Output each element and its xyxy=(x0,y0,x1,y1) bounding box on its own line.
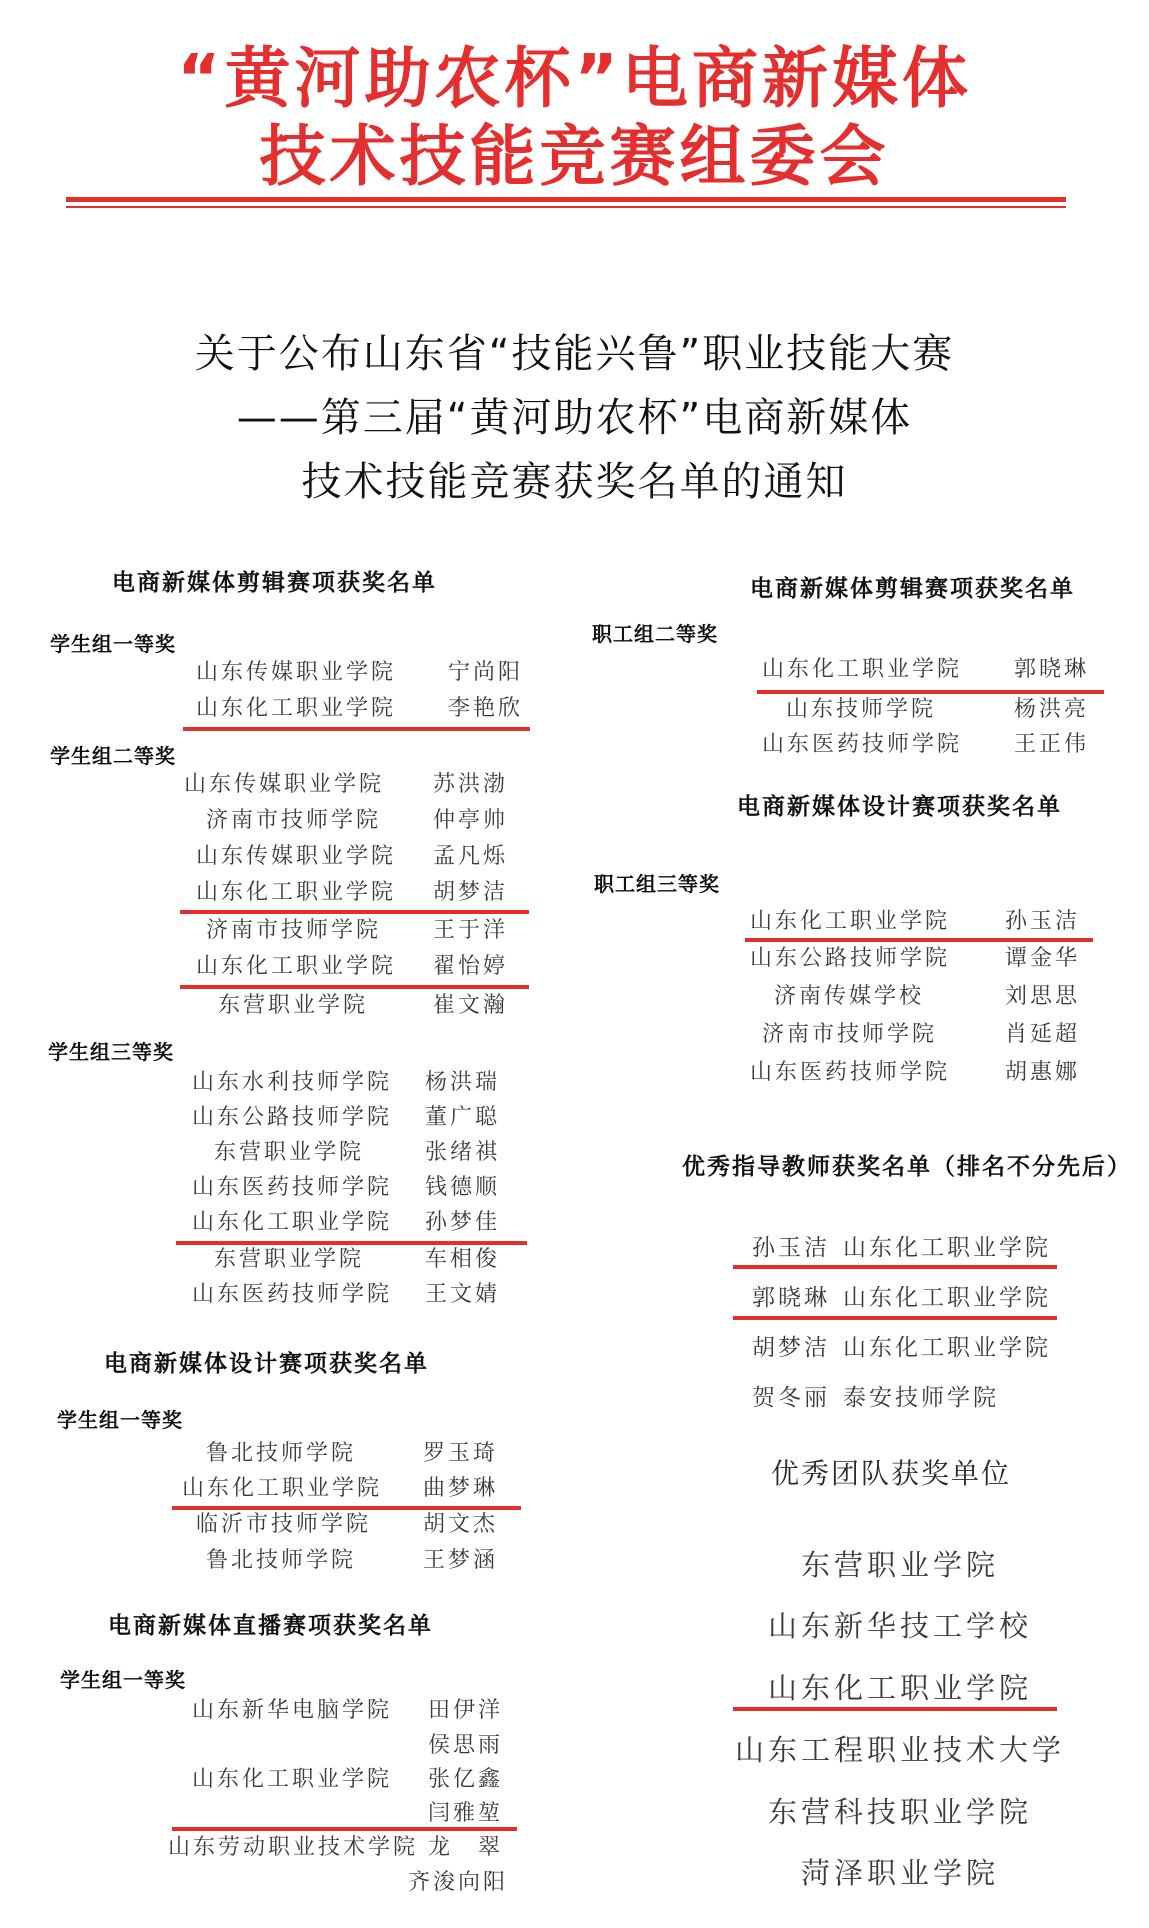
school-name: 山东公路技师学院 xyxy=(750,946,951,971)
section-title: 电商新媒体剪辑赛项获奖名单 xyxy=(112,570,437,596)
award-label: 学生组二等奖 xyxy=(50,744,176,768)
winner-name: 齐浚向阳 xyxy=(408,1870,509,1895)
winner-name: 闫雅堃 xyxy=(428,1801,504,1826)
school-name: 山东化工职业学院 xyxy=(843,1285,1051,1311)
school-name: 山东劳动职业技术学院 xyxy=(168,1835,419,1860)
award-label: 学生组一等奖 xyxy=(60,1668,186,1692)
school-name: 山东医药技师学院 xyxy=(192,1175,393,1200)
teacher-name: 胡梦洁 xyxy=(752,1335,830,1361)
winner-name: 胡惠娜 xyxy=(1005,1060,1081,1085)
winner-name: 王文婧 xyxy=(425,1282,501,1307)
list-item: 菏泽职业学院 xyxy=(800,1856,999,1890)
notice-title-line1: 关于公布山东省“技能兴鲁”职业技能大赛 xyxy=(194,331,955,377)
winner-name: 王梦涵 xyxy=(423,1548,499,1573)
winner-name: 杨洪瑞 xyxy=(425,1070,501,1095)
award-label: 学生组一等奖 xyxy=(50,632,176,656)
school-name: 鲁北技师学院 xyxy=(206,1441,357,1466)
school-name: 山东传媒职业学院 xyxy=(196,844,397,869)
winner-name: 胡梦洁 xyxy=(433,880,509,905)
winner-name: 肖延超 xyxy=(1005,1022,1081,1047)
section-title: 电商新媒体剪辑赛项获奖名单 xyxy=(750,576,1075,602)
teacher-name: 郭晓琳 xyxy=(752,1285,830,1311)
winner-name: 李艳欣 xyxy=(448,696,524,721)
winner-name: 郭晓琳 xyxy=(1014,657,1090,682)
school-name: 山东化工职业学院 xyxy=(762,657,963,682)
highlight-underline xyxy=(733,1265,1057,1269)
school-name: 济南市技师学院 xyxy=(206,808,382,833)
winner-name: 罗玉琦 xyxy=(423,1441,499,1466)
award-label: 学生组一等奖 xyxy=(57,1408,183,1432)
winner-name: 张绪祺 xyxy=(425,1140,501,1165)
winner-name: 钱德顺 xyxy=(425,1175,501,1200)
school-name: 山东医药技师学院 xyxy=(762,732,963,757)
school-name: 临沂市技师学院 xyxy=(196,1512,372,1537)
school-name: 山东新华电脑学院 xyxy=(192,1698,393,1723)
winner-name: 张亿鑫 xyxy=(428,1767,504,1792)
highlight-underline xyxy=(183,727,530,731)
school-name: 山东传媒职业学院 xyxy=(196,660,397,685)
winner-name: 孙梦佳 xyxy=(425,1210,501,1235)
winner-name: 侯思雨 xyxy=(428,1733,504,1758)
school-name: 鲁北技师学院 xyxy=(206,1548,357,1573)
winner-name: 龙 翠 xyxy=(428,1835,504,1860)
school-name: 山东公路技师学院 xyxy=(192,1105,393,1130)
list-item: 山东化工职业学院 xyxy=(767,1671,1032,1705)
school-name: 山东化工职业学院 xyxy=(196,954,397,979)
school-name: 济南传媒学校 xyxy=(774,984,925,1009)
school-name: 山东技师学院 xyxy=(786,697,937,722)
winner-name: 崔文瀚 xyxy=(433,993,509,1018)
award-label: 职工组三等奖 xyxy=(594,872,720,896)
winner-name: 曲梦琳 xyxy=(423,1476,499,1501)
list-item: 东营职业学院 xyxy=(800,1548,999,1582)
award-label: 职工组二等奖 xyxy=(592,622,718,646)
winner-name: 车相俊 xyxy=(425,1247,501,1272)
school-name: 东营职业学院 xyxy=(214,1247,365,1272)
winner-name: 田伊洋 xyxy=(428,1698,504,1723)
school-name: 山东化工职业学院 xyxy=(750,909,951,934)
winner-name: 杨洪亮 xyxy=(1014,697,1090,722)
school-name: 山东化工职业学院 xyxy=(843,1335,1051,1361)
school-name: 山东化工职业学院 xyxy=(843,1235,1051,1261)
section-title: 优秀团队获奖单位 xyxy=(771,1457,1012,1490)
section-title: 电商新媒体直播赛项获奖名单 xyxy=(108,1613,433,1639)
org-title-line1: “黄河助农杯”电商新媒体 xyxy=(177,40,972,117)
school-name: 山东医药技师学院 xyxy=(192,1282,393,1307)
winner-name: 翟怡婷 xyxy=(433,954,509,979)
school-name: 济南市技师学院 xyxy=(762,1022,938,1047)
winner-name: 孙玉洁 xyxy=(1005,909,1081,934)
school-name: 东营职业学院 xyxy=(218,993,369,1018)
teacher-name: 贺冬丽 xyxy=(752,1385,830,1411)
list-item: 山东工程职业技术大学 xyxy=(734,1733,1065,1767)
winner-name: 刘思思 xyxy=(1005,984,1081,1009)
school-name: 东营职业学院 xyxy=(214,1140,365,1165)
section-title: 优秀指导教师获奖名单（排名不分先后） xyxy=(682,1154,1132,1180)
winner-name: 王于洋 xyxy=(433,918,509,943)
winner-name: 孟凡烁 xyxy=(433,844,509,869)
school-name: 济南市技师学院 xyxy=(206,918,382,943)
school-name: 泰安技师学院 xyxy=(843,1385,999,1411)
section-title: 电商新媒体设计赛项获奖名单 xyxy=(737,794,1062,820)
school-name: 山东化工职业学院 xyxy=(196,696,397,721)
winner-name: 胡文杰 xyxy=(423,1512,499,1537)
org-title-line2: 技术技能竞赛组委会 xyxy=(259,118,890,195)
highlight-underline xyxy=(733,1707,1057,1711)
list-item: 东营科技职业学院 xyxy=(767,1795,1032,1829)
winner-name: 王正伟 xyxy=(1014,732,1090,757)
header-rule-thick xyxy=(66,197,1066,202)
notice-title-line2: ——第三届“黄河助农杯”电商新媒体 xyxy=(236,395,913,441)
school-name: 山东化工职业学院 xyxy=(182,1476,383,1501)
highlight-underline xyxy=(733,1316,1057,1320)
school-name: 山东化工职业学院 xyxy=(196,880,397,905)
section-title: 电商新媒体设计赛项获奖名单 xyxy=(104,1351,429,1377)
list-item: 山东新华技工学校 xyxy=(767,1609,1032,1643)
header-rule-thin xyxy=(66,206,1066,208)
winner-name: 苏洪渤 xyxy=(433,772,509,797)
school-name: 山东化工职业学院 xyxy=(192,1210,393,1235)
winner-name: 董广聪 xyxy=(425,1105,501,1130)
winner-name: 宁尚阳 xyxy=(448,660,524,685)
award-label: 学生组三等奖 xyxy=(48,1040,174,1064)
school-name: 山东医药技师学院 xyxy=(750,1060,951,1085)
school-name: 山东水利技师学院 xyxy=(192,1070,393,1095)
notice-title-line3: 技术技能竞赛获奖名单的通知 xyxy=(301,459,848,505)
teacher-name: 孙玉洁 xyxy=(752,1235,830,1261)
winner-name: 谭金华 xyxy=(1005,946,1081,971)
winner-name: 仲亭帅 xyxy=(433,808,509,833)
school-name: 山东传媒职业学院 xyxy=(184,772,385,797)
school-name: 山东化工职业学院 xyxy=(192,1767,393,1792)
